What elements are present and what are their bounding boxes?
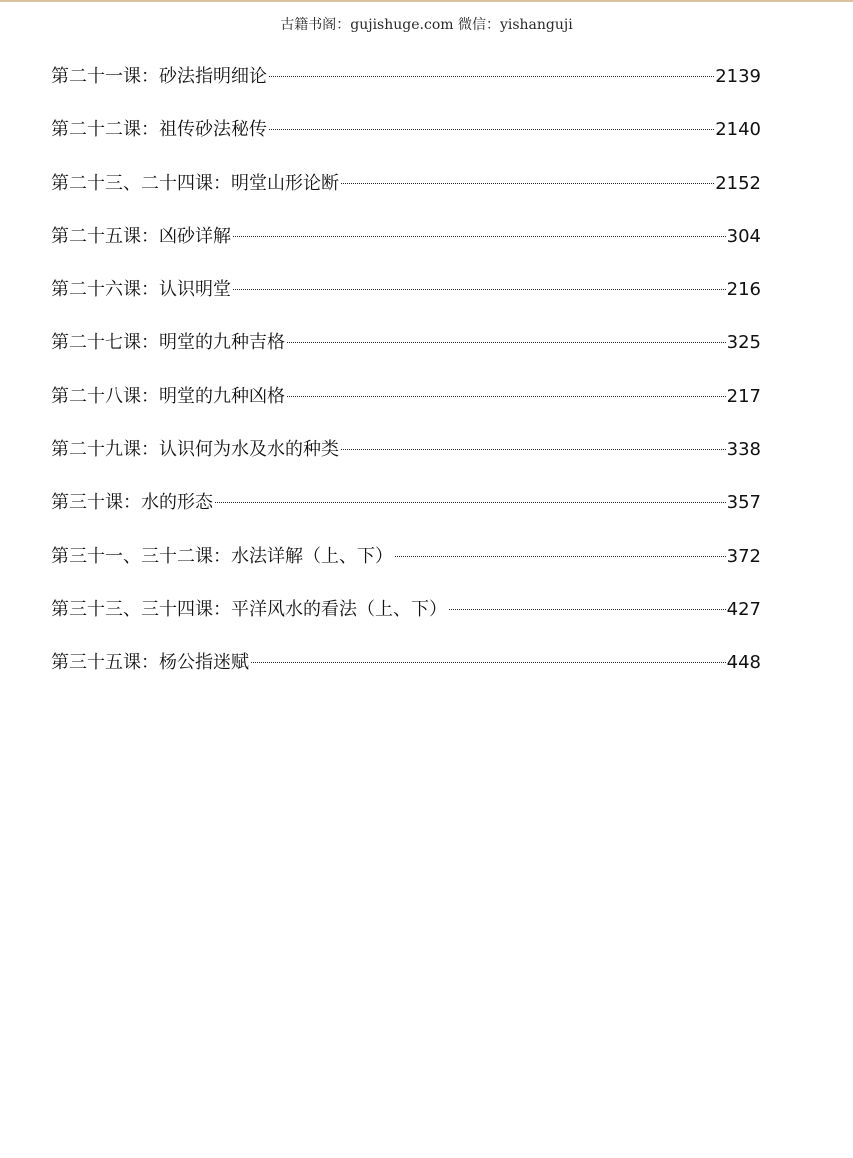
toc-entry-title: 第二十六课：认识明堂 (51, 279, 231, 301)
toc-entry-title: 第二十八课：明堂的九种凶格 (51, 385, 285, 407)
top-rule (0, 0, 853, 2)
toc-entry-title: 第二十九课：认识何为水及水的种类 (51, 439, 339, 461)
toc-entry (51, 379, 761, 432)
toc-entry-title: 第三十三、三十四课：平洋风水的看法（上、下） (51, 598, 447, 620)
toc-entry-title: 第二十五课：凶砂详解 (51, 225, 231, 247)
toc-entry-title: 第三十五课：杨公指迷赋 (51, 652, 249, 674)
toc-entry-title: 第三十一、三十二课：水法详解（上、下） (51, 545, 393, 567)
toc-dot-leader (215, 502, 726, 503)
toc-entry-page: 2152 (715, 172, 761, 194)
toc-dot-leader (341, 449, 726, 450)
toc-entry (51, 59, 761, 112)
toc-entry-page: 304 (726, 225, 761, 247)
toc-dot-leader (233, 289, 726, 290)
table-of-contents (51, 59, 761, 699)
toc-entry (51, 539, 761, 592)
toc-entry (51, 219, 761, 272)
toc-entry (51, 272, 761, 325)
toc-entry-page: 325 (726, 332, 761, 354)
toc-entry-page: 217 (726, 385, 761, 407)
toc-entry (51, 592, 761, 645)
toc-entry-page: 216 (726, 279, 761, 301)
toc-entry (51, 325, 761, 378)
toc-entry-title: 第二十一课：砂法指明细论 (51, 66, 267, 87)
toc-entry-page: 2140 (715, 119, 761, 141)
toc-dot-leader (251, 662, 726, 663)
toc-dot-leader (449, 609, 726, 610)
toc-entry (51, 645, 761, 698)
toc-entry-page: 448 (726, 652, 761, 674)
toc-dot-leader (269, 76, 714, 77)
toc-dot-leader (395, 556, 726, 557)
toc-entry-title: 第二十七课：明堂的九种吉格 (51, 332, 285, 354)
toc-entry-title: 第二十三、二十四课：明堂山形论断 (51, 172, 339, 194)
toc-dot-leader (269, 129, 714, 130)
toc-entry-title: 第三十课：水的形态 (51, 492, 213, 514)
toc-entry-page: 2139 (715, 66, 761, 87)
toc-dot-leader (287, 342, 726, 343)
toc-entry (51, 112, 761, 165)
page-header: 古籍书阁：gujishuge.com 微信：yishanguji (280, 17, 573, 33)
toc-entry-page: 372 (726, 545, 761, 567)
toc-entry (51, 485, 761, 538)
toc-entry-page: 338 (726, 439, 761, 461)
toc-entry-page: 427 (726, 598, 761, 620)
toc-entry (51, 432, 761, 485)
toc-dot-leader (341, 183, 714, 184)
toc-dot-leader (287, 396, 726, 397)
toc-dot-leader (233, 236, 726, 237)
toc-entry (51, 166, 761, 219)
toc-entry-page: 357 (726, 492, 761, 514)
toc-entry-title: 第二十二课：祖传砂法秘传 (51, 119, 267, 141)
